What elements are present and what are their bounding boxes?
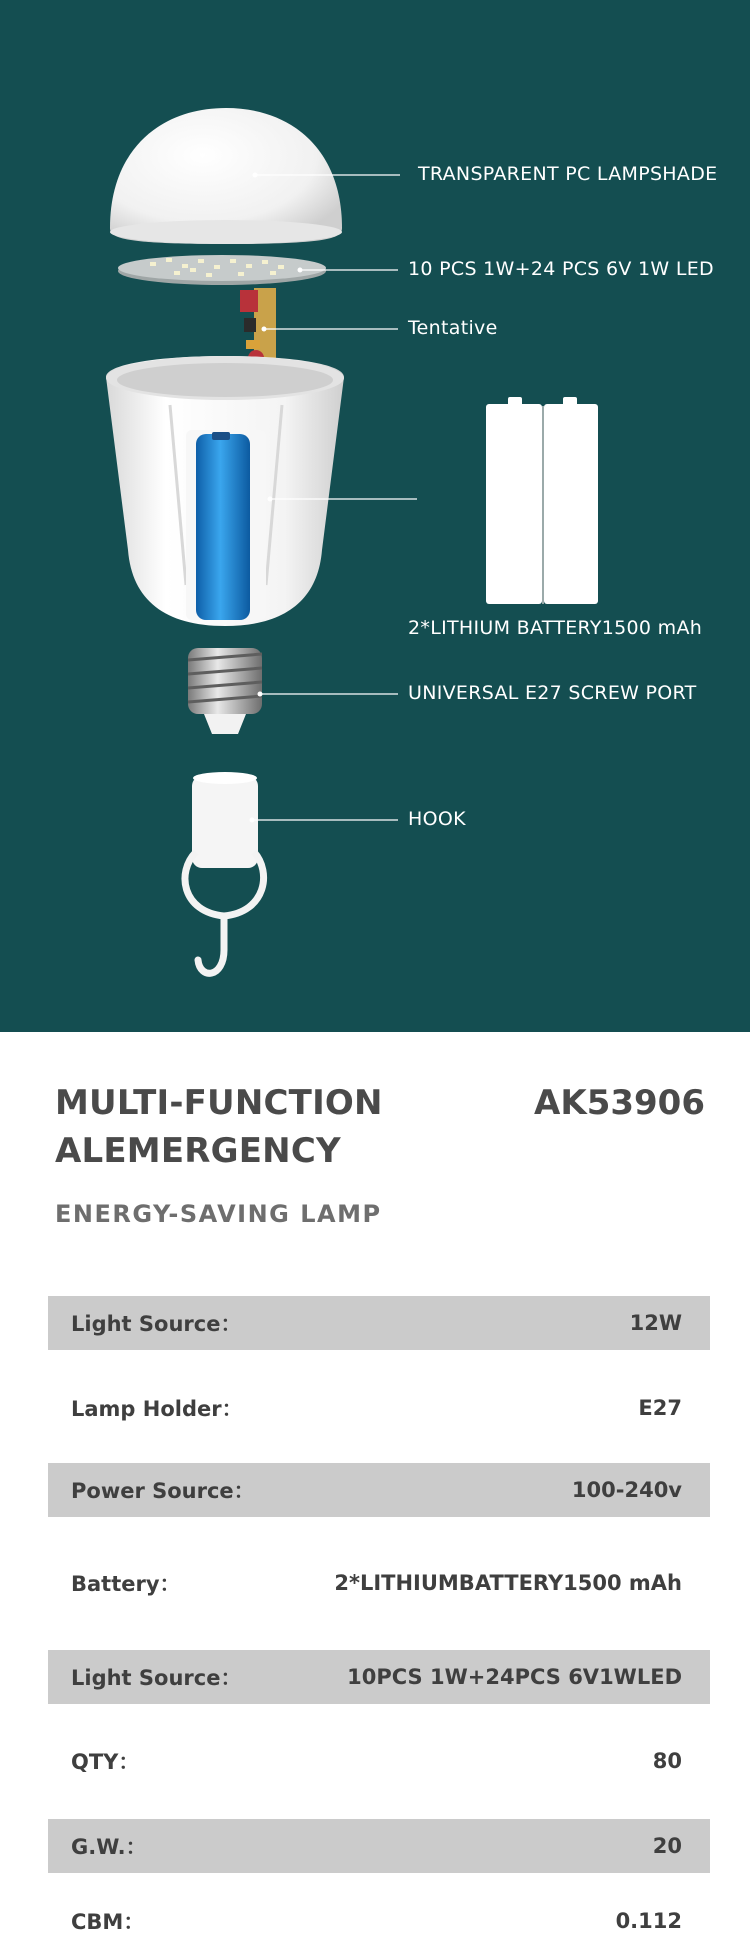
spec-label: Battery：: [71, 1572, 181, 1596]
e27-screw-base: [188, 648, 262, 734]
spec-value: 80: [652, 1749, 682, 1773]
product-title-line1: MULTI-FUNCTION: [55, 1083, 383, 1123]
spec-row: [48, 1556, 710, 1610]
battery-pack: [486, 397, 598, 604]
product-title: [55, 1079, 455, 1175]
product-subtitle: ENERGY-SAVING LAMP: [55, 1200, 382, 1228]
model-number: AK53906: [534, 1083, 705, 1123]
spec-value: 10PCS 1W+24PCS 6V1WLED: [347, 1665, 682, 1689]
spec-label: Light Source：: [71, 1312, 242, 1336]
spec-row: [48, 1296, 710, 1350]
callout-led: 10 PCS 1W+24 PCS 6V 1W LED: [408, 258, 714, 280]
callout-lampshade: TRANSPARENT PC LAMPSHADE: [418, 163, 718, 185]
spec-row: [48, 1734, 710, 1788]
spec-label: QTY：: [71, 1750, 140, 1774]
product-title-line2: ALEMERGENCY: [55, 1131, 341, 1171]
spec-label: CBM：: [71, 1910, 145, 1934]
spec-label: Lamp Holder：: [71, 1397, 243, 1421]
spec-label: Power Source：: [71, 1479, 255, 1503]
spec-value: 2*LITHIUMBATTERY1500 mAh: [334, 1571, 682, 1595]
callout-driver: Tentative: [408, 317, 498, 339]
spec-value: 0.112: [615, 1909, 682, 1933]
battery-cell: [186, 430, 266, 620]
spec-value: 12W: [629, 1311, 682, 1335]
hanging-hook: [185, 772, 264, 973]
callout-hook: HOOK: [408, 808, 466, 830]
spec-value: 100-240v: [571, 1478, 682, 1502]
spec-label: Light Source：: [71, 1666, 242, 1690]
callout-screw-port: UNIVERSAL E27 SCREW PORT: [408, 682, 697, 704]
spec-label: G.W.：: [71, 1835, 147, 1859]
spec-value: E27: [638, 1396, 682, 1420]
spec-value: 20: [652, 1834, 682, 1858]
led-board: [118, 255, 326, 285]
lampshade-dome: [110, 108, 342, 244]
callout-battery: 2*LITHIUM BATTERY1500 mAh: [408, 617, 703, 639]
spec-row: [48, 1894, 710, 1948]
spec-section: [0, 1032, 750, 1951]
spec-row: [48, 1650, 710, 1704]
spec-row: [48, 1819, 710, 1873]
spec-row: [48, 1381, 710, 1435]
spec-row: [48, 1463, 710, 1517]
